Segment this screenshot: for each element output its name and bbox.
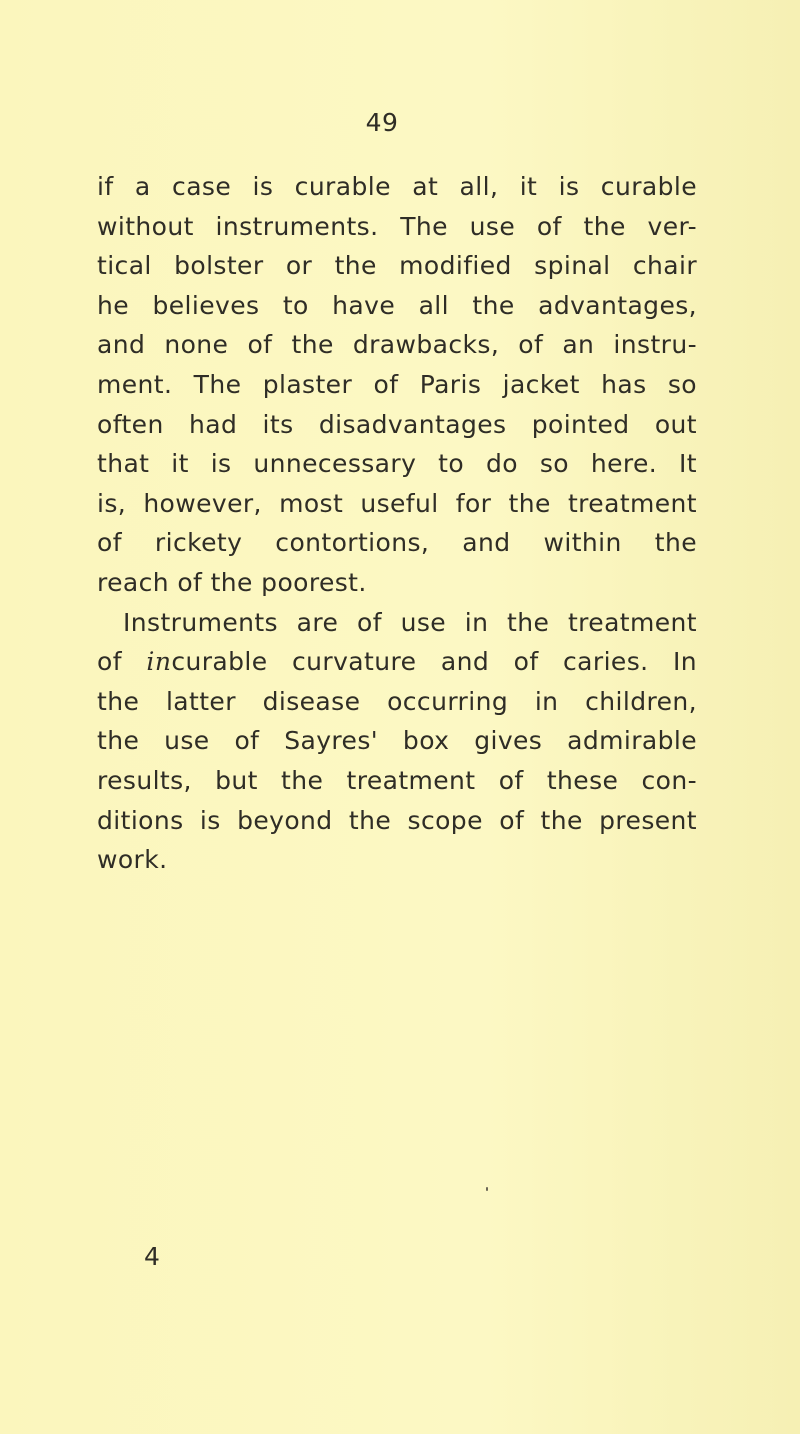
text-line: is, however, most useful for the treatment bbox=[97, 488, 697, 518]
text-line: reach of the poorest. bbox=[97, 567, 367, 597]
text-line: often had its disadvantages pointed out bbox=[97, 409, 697, 439]
text-line: if a case is curable at all, it is curable bbox=[97, 172, 697, 201]
line-rest: curable curvature and of caries. In bbox=[171, 647, 697, 677]
text-line: tical bolster or the modified spinal chair bbox=[97, 251, 697, 281]
text-line: he believes to have all the advantages, bbox=[97, 290, 697, 320]
italic-emphasis: in bbox=[146, 647, 172, 677]
text-line: the use of Sayres' box gives admirable bbox=[97, 726, 697, 756]
text-line: ment. The plaster of Paris jacket has so bbox=[97, 369, 697, 399]
line-prefix: of bbox=[97, 647, 147, 677]
text-line: without instruments. The use of the ver- bbox=[97, 211, 697, 241]
text-line: work. bbox=[97, 845, 168, 875]
text-line: results, but the treatment of these con- bbox=[97, 765, 697, 795]
text-line-mixed bbox=[97, 642, 697, 682]
text-line: the latter disease occurring in children, bbox=[97, 686, 697, 716]
page-number: 49 bbox=[365, 108, 399, 137]
text-line: and none of the drawbacks, of an instru- bbox=[97, 330, 697, 360]
signature-mark: 4 bbox=[144, 1242, 160, 1271]
text-line: Instruments are of use in the treatment bbox=[123, 607, 697, 637]
body-text bbox=[97, 167, 697, 880]
text-line: of rickety contortions, and within the bbox=[97, 528, 697, 558]
text-line: that it is unnecessary to do so here. It bbox=[97, 449, 697, 479]
text-line: ditions is beyond the scope of the present bbox=[97, 805, 697, 835]
print-speck bbox=[486, 1187, 488, 1191]
